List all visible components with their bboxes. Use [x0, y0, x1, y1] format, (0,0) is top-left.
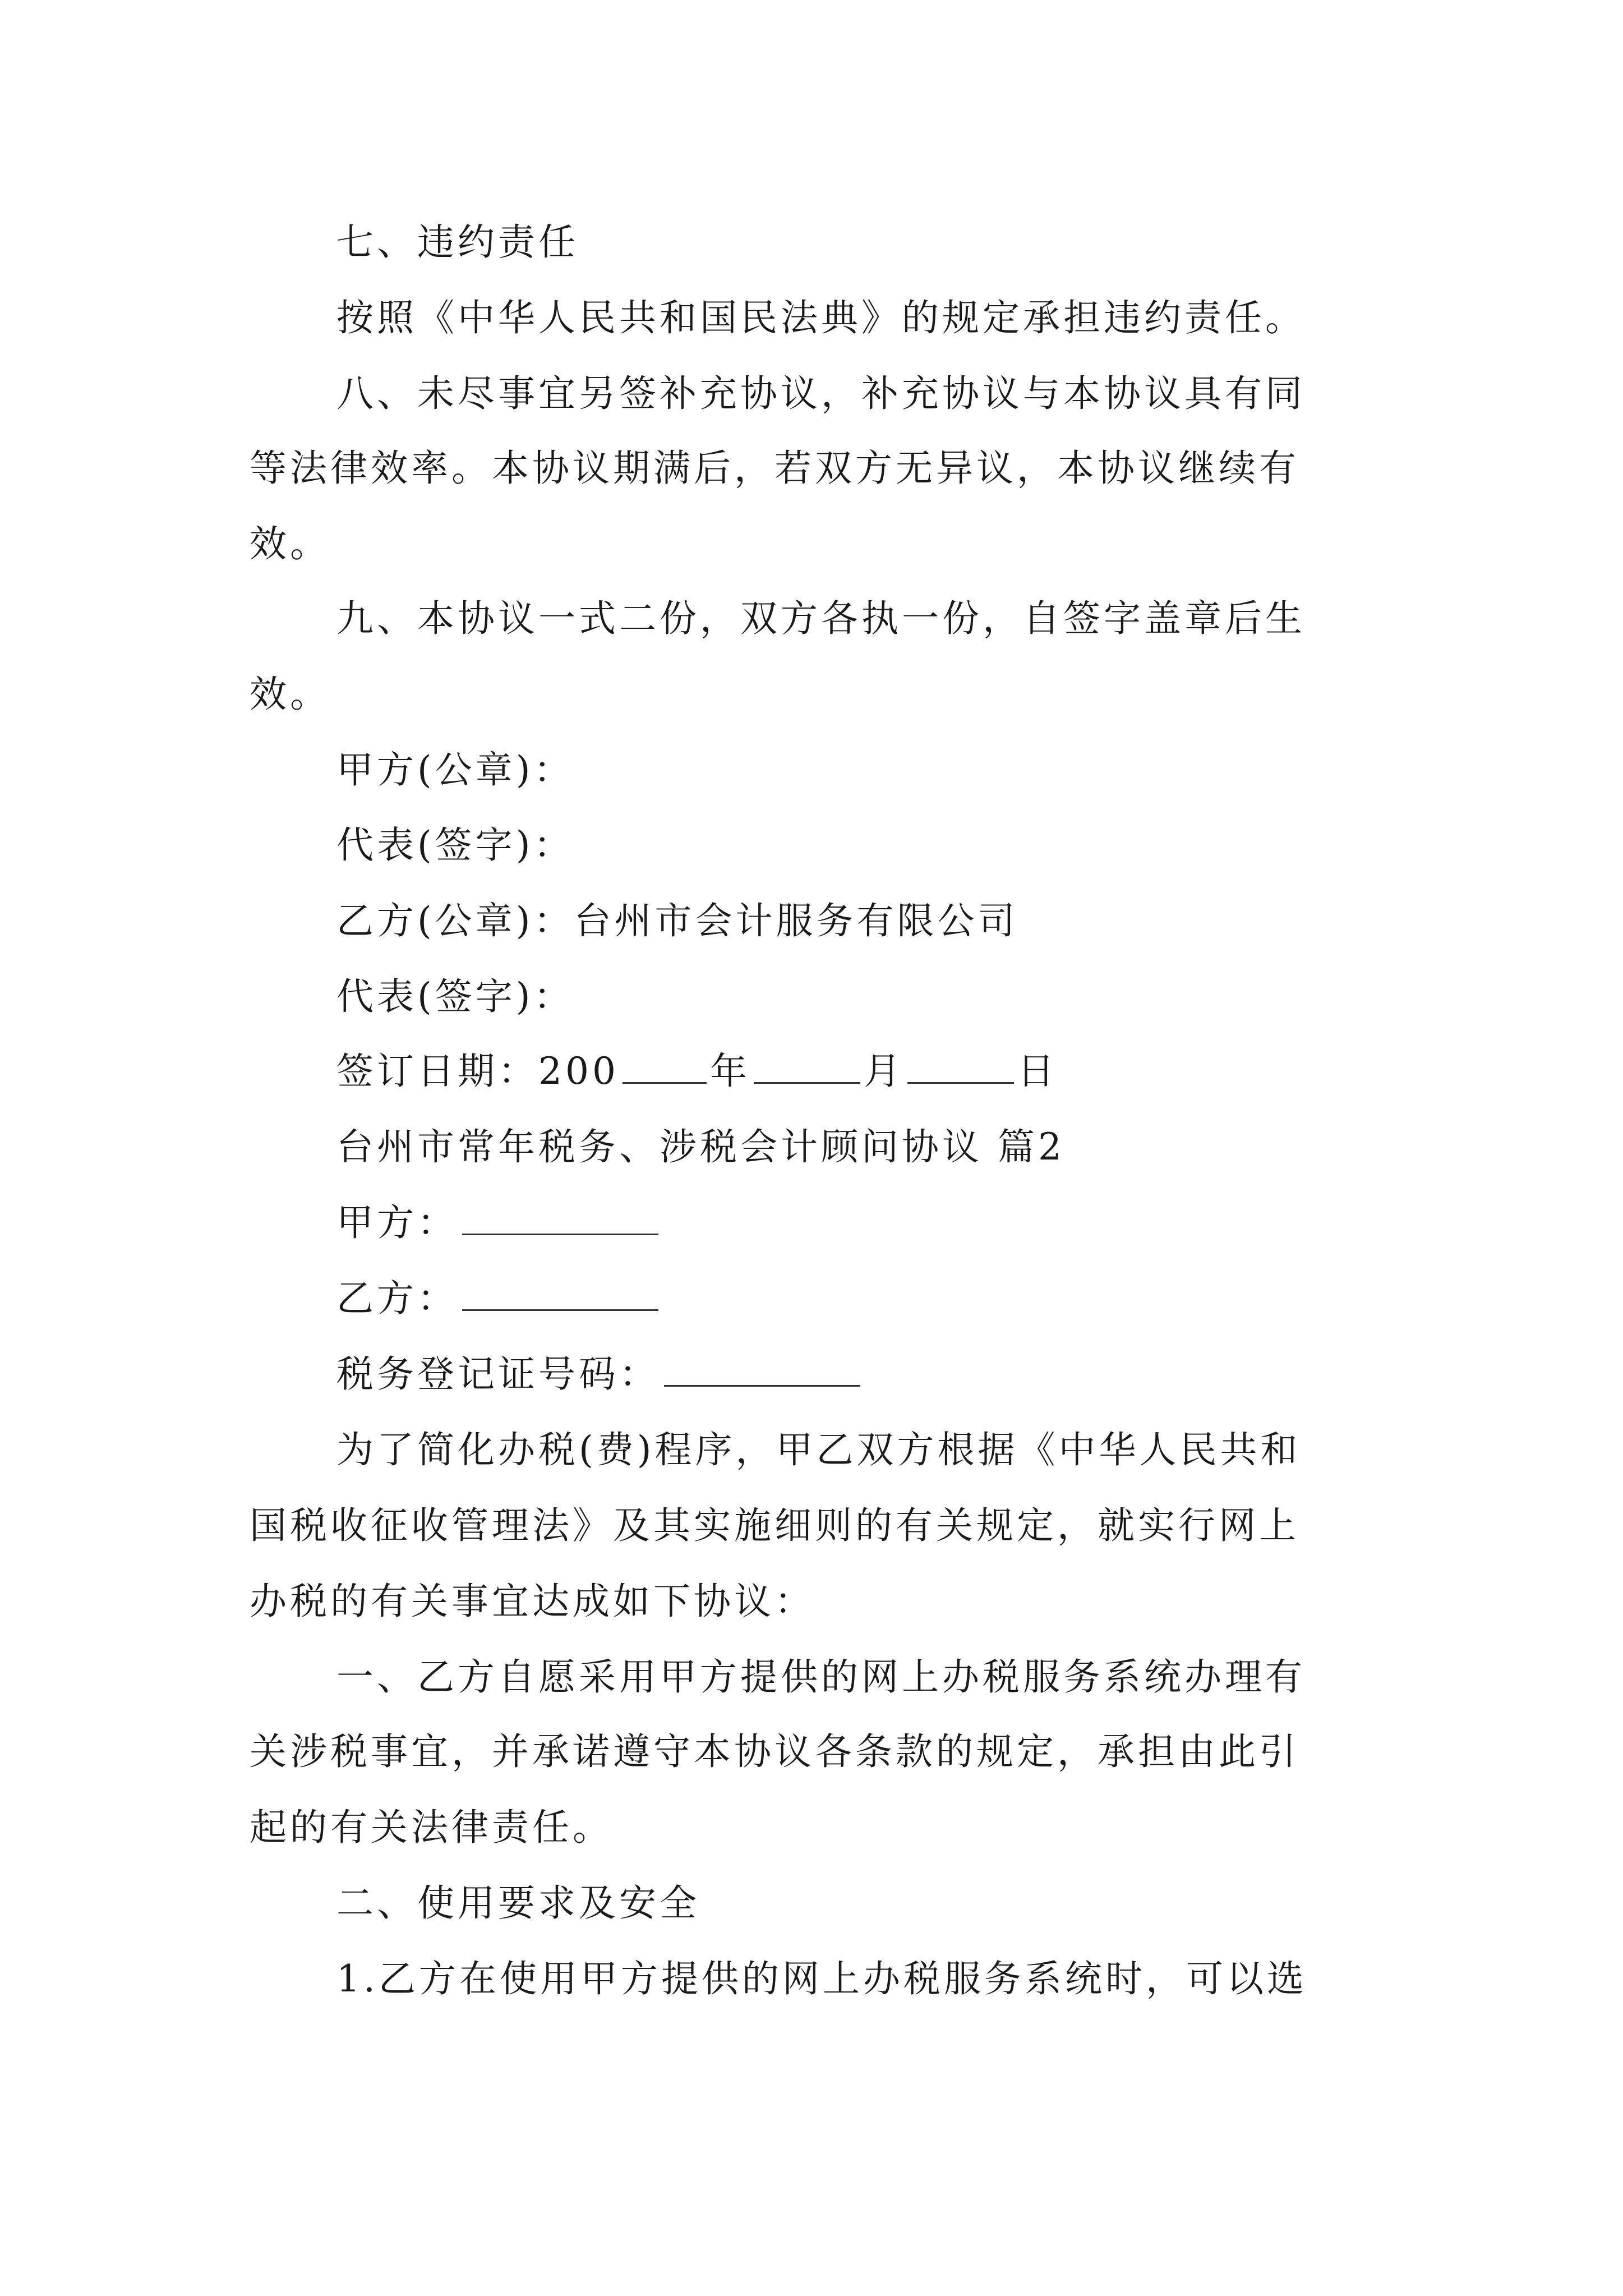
paragraph-line: 为了简化办税(费)程序，甲乙双方根据《中华人民共和 — [336, 1428, 1301, 1471]
paragraph-line: 一、乙方自愿采用甲方提供的网上办税服务系统办理有 — [336, 1655, 1306, 1699]
party-b-label: 乙方： — [336, 1277, 458, 1320]
party-a-blank — [462, 1201, 658, 1235]
day-blank — [907, 1050, 1014, 1084]
tax-registration-label: 税务登记证号码： — [336, 1352, 660, 1396]
agreement-title: 台州市常年税务、涉税会计顾问协议 篇2 — [336, 1125, 1065, 1168]
month-label: 月 — [863, 1050, 904, 1093]
signing-date-label: 签订日期：200 — [336, 1050, 619, 1093]
party-a-line — [336, 1200, 658, 1245]
paragraph-line: 国税收征收管理法》及其实施细则的有关规定，就实行网上 — [250, 1504, 1299, 1547]
party-a-label: 甲方： — [336, 1201, 458, 1244]
party-a-rep-line: 代表(签字)： — [336, 823, 574, 867]
paragraph-line: 效。 — [250, 673, 330, 716]
paragraph-line: 九、本协议一式二份，双方各执一份，自签字盖章后生 — [336, 597, 1306, 640]
signing-date-line — [336, 1049, 1058, 1094]
section-heading-7: 七、违约责任 — [336, 220, 579, 264]
party-b-rep-line: 代表(签字)： — [336, 975, 574, 1018]
party-b-line — [336, 1276, 658, 1321]
year-label: 年 — [709, 1050, 750, 1093]
tax-registration-line — [336, 1352, 860, 1397]
party-a-seal-line: 甲方(公章)： — [336, 748, 574, 792]
paragraph-line: 1.乙方在使用甲方提供的网上办税服务系统时，可以选 — [336, 1957, 1307, 2000]
party-b-blank — [462, 1277, 658, 1311]
month-blank — [754, 1050, 860, 1084]
paragraph-line: 按照《中华人民共和国民法典》的规定承担违约责任。 — [336, 296, 1306, 339]
paragraph-line: 起的有关法律责任。 — [250, 1806, 613, 1849]
paragraph-line: 八、未尽事宜另签补充协议，补充协议与本协议具有同 — [336, 372, 1306, 415]
year-blank — [623, 1050, 707, 1084]
section-heading-2: 二、使用要求及安全 — [336, 1881, 700, 1925]
tax-registration-blank — [664, 1352, 860, 1387]
paragraph-line: 关涉税事宜，并承诺遵守本协议各条款的规定，承担由此引 — [250, 1730, 1299, 1773]
paragraph-line: 效。 — [250, 522, 330, 565]
party-b-seal-line: 乙方(公章)：台州市会计服务有限公司 — [336, 899, 1018, 942]
paragraph-line: 办税的有关事宜达成如下协议： — [250, 1580, 815, 1623]
paragraph-line: 等法律效率。本协议期满后，若双方无异议，本协议继续有 — [250, 447, 1299, 490]
day-label: 日 — [1017, 1050, 1058, 1093]
